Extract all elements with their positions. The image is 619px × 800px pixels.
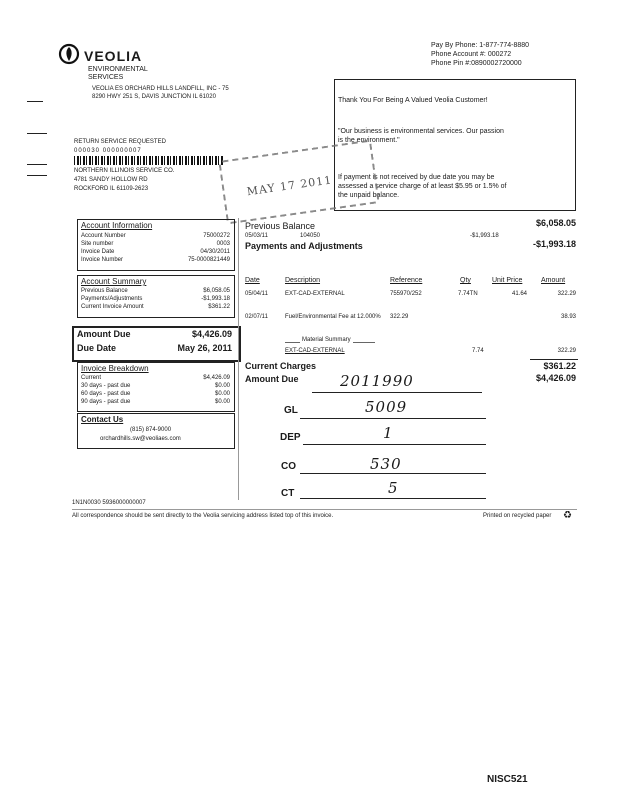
address-city: ROCKFORD IL 61109-2623: [74, 186, 149, 192]
thanks-message: Thank You For Being A Valued Veolia Customer!: [338, 97, 488, 104]
co-value: 530: [370, 455, 402, 473]
ct-label: CT: [281, 488, 295, 499]
job-line: [312, 392, 482, 393]
phone-account: Phone Account #: 000272: [431, 51, 512, 58]
site-line1: VEOLIA ES ORCHARD HILLS LANDFILL, INC - 75: [92, 86, 229, 92]
received-stamp: [218, 140, 379, 225]
material-row-qty: 7.74: [472, 348, 484, 354]
postal-barcode: [74, 156, 224, 165]
payments-label: Payments and Adjustments: [245, 241, 363, 251]
breakdown-60-label: 60 days - past due: [81, 391, 131, 397]
scan-code: 1N1N0030 5936000000007: [72, 500, 146, 506]
row1-qty: 7.74TN: [458, 291, 478, 297]
current-charges-label: Current Charges: [245, 361, 317, 371]
payments-value: -$1,993.18: [532, 239, 576, 249]
document-id: NISC521: [487, 774, 528, 785]
barcode-number: 000030 000000007: [74, 148, 142, 154]
due-date-label: Due Date: [77, 343, 117, 353]
summary-previous-label: Previous Balance: [81, 288, 128, 294]
brand-sub2: SERVICES: [88, 74, 124, 81]
phone-pin: Phone Pin #:0890002720000: [431, 60, 522, 67]
recycled-note: Printed on recycled paper: [483, 513, 552, 519]
breakdown-current-value: $4,426.09: [203, 375, 230, 381]
previous-balance-value: $6,058.05: [535, 218, 576, 228]
dep-line: [303, 444, 486, 445]
pay-phone: Pay By Phone: 1-877-774-8880: [431, 42, 530, 49]
contact-title: Contact Us: [81, 415, 124, 424]
payment-date: 05/03/11: [245, 233, 268, 239]
breakdown-30-value: $0.00: [214, 383, 230, 389]
invoice-number-label: Invoice Number: [81, 257, 124, 263]
row2-desc: Fuel/Environmental Fee at 12.000%: [285, 314, 381, 320]
brand-sub1: ENVIRONMENTAL: [88, 66, 148, 73]
breakdown-title: Invoice Breakdown: [81, 364, 149, 373]
quote-line1: "Our business is environmental services. Our passion: [338, 128, 504, 135]
late-line3: the unpaid balance.: [338, 192, 400, 199]
amount-due-total-label: Amount Due: [245, 374, 299, 384]
late-line1: If payment is not received by due date you may be: [338, 174, 495, 181]
payment-amount: -$1,993.18: [470, 233, 499, 239]
contact-phone: (815) 874-9000: [130, 427, 172, 433]
row1-unit: 41.64: [512, 291, 528, 297]
totals-rule: [530, 359, 578, 360]
breakdown-90-value: $0.00: [214, 399, 230, 405]
breakdown-60-value: $0.00: [214, 391, 230, 397]
material-summary-label: Material Summary: [302, 337, 351, 343]
address-street: 4781 SANDY HOLLOW RD: [74, 177, 148, 183]
handwritten-job-number: 2011990: [340, 372, 414, 390]
row1-desc: EXT-CAD-EXTERNAL: [285, 291, 345, 297]
amount-due-label: Amount Due: [77, 329, 131, 339]
account-number-value: 75000272: [203, 233, 230, 239]
material-row-desc: EXT-CAD-EXTERNAL: [285, 348, 345, 354]
row2-qty: 322.29: [390, 314, 409, 320]
gl-value: 5009: [365, 398, 408, 416]
margin-mark: [27, 175, 47, 176]
summary-payments-label: Payments/Adjustments: [81, 296, 143, 302]
col-unit-price: Unit Price: [492, 277, 523, 284]
breakdown-current-label: Current: [81, 375, 102, 381]
contact-email[interactable]: orchardhills.sw@veoliaes.com: [100, 436, 181, 442]
account-summary-title: Account Summary: [81, 277, 147, 286]
co-line: [300, 473, 486, 474]
row1-ref: 755970/252: [390, 291, 422, 297]
return-service: RETURN SERVICE REQUESTED: [74, 139, 166, 145]
gl-line: [300, 418, 486, 419]
recycle-icon: ♻: [563, 510, 572, 521]
amount-due-total-value: $4,426.09: [535, 373, 576, 383]
row2-date: 02/07/11: [245, 314, 268, 320]
col-amount: Amount: [541, 277, 566, 284]
summary-current-value: $361.22: [208, 304, 230, 310]
site-line2: 8290 HWY 251 S, DAVIS JUNCTION IL 61020: [92, 94, 216, 100]
col-date: Date: [245, 277, 260, 284]
col-qty: Qty: [460, 277, 471, 284]
dep-label: DEP: [280, 432, 301, 443]
breakdown-30-label: 30 days - past due: [81, 383, 131, 389]
margin-mark: [27, 133, 47, 134]
stamp-date: MAY 17 2011: [245, 173, 333, 199]
margin-mark: [27, 101, 43, 102]
ct-line: [300, 498, 486, 499]
account-info-title: Account Information: [81, 221, 153, 230]
address-name: NORTHERN ILLINOIS SERVICE CO.: [74, 168, 175, 174]
row1-amount: 322.29: [557, 291, 576, 297]
invoice-date-label: Invoice Date: [81, 249, 115, 255]
col-description: Description: [285, 277, 321, 284]
quote-line2: is the environment.": [338, 137, 400, 144]
gl-label: GL: [284, 405, 298, 416]
breakdown-90-label: 90 days - past due: [81, 399, 131, 405]
summary-previous-value: $6,058.05: [203, 288, 230, 294]
veolia-logo: [58, 43, 80, 65]
brand-name: VEOLIA: [84, 48, 143, 64]
material-row-amount: 322.29: [557, 348, 576, 354]
amount-due-value: $4,426.09: [191, 329, 232, 339]
footer-note: All correspondence should be sent directly to the Veolia servicing address listed top of this invoice.: [72, 513, 334, 519]
late-line2: assessed a service charge of at least $5.95 or 1.5% of: [338, 183, 507, 190]
current-charges-value: $361.22: [543, 361, 576, 371]
site-number-label: Site number: [81, 241, 114, 247]
co-label: CO: [281, 461, 296, 472]
invoice-date-value: 04/30/2011: [200, 249, 230, 255]
invoice-number-value: 75-0000821449: [187, 257, 230, 263]
col-reference: Reference: [390, 277, 423, 284]
payment-ref: 104050: [300, 233, 321, 239]
due-date-value: May 26, 2011: [177, 343, 232, 353]
site-number-value: 0003: [216, 241, 230, 247]
row2-amount: 38.93: [560, 314, 576, 320]
account-number-label: Account Number: [81, 233, 126, 239]
veolia-logo-icon: [58, 43, 80, 65]
summary-current-label: Current Invoice Amount: [81, 304, 144, 310]
divider-vertical: [238, 218, 239, 500]
row1-date: 05/04/11: [245, 291, 268, 297]
ct-value: 5: [388, 479, 399, 497]
footer-rule: [72, 509, 577, 510]
margin-mark: [27, 164, 47, 165]
summary-payments-value: -$1,993.18: [201, 296, 230, 302]
previous-balance-label: Previous Balance: [245, 221, 316, 231]
dep-value: 1: [383, 424, 394, 442]
